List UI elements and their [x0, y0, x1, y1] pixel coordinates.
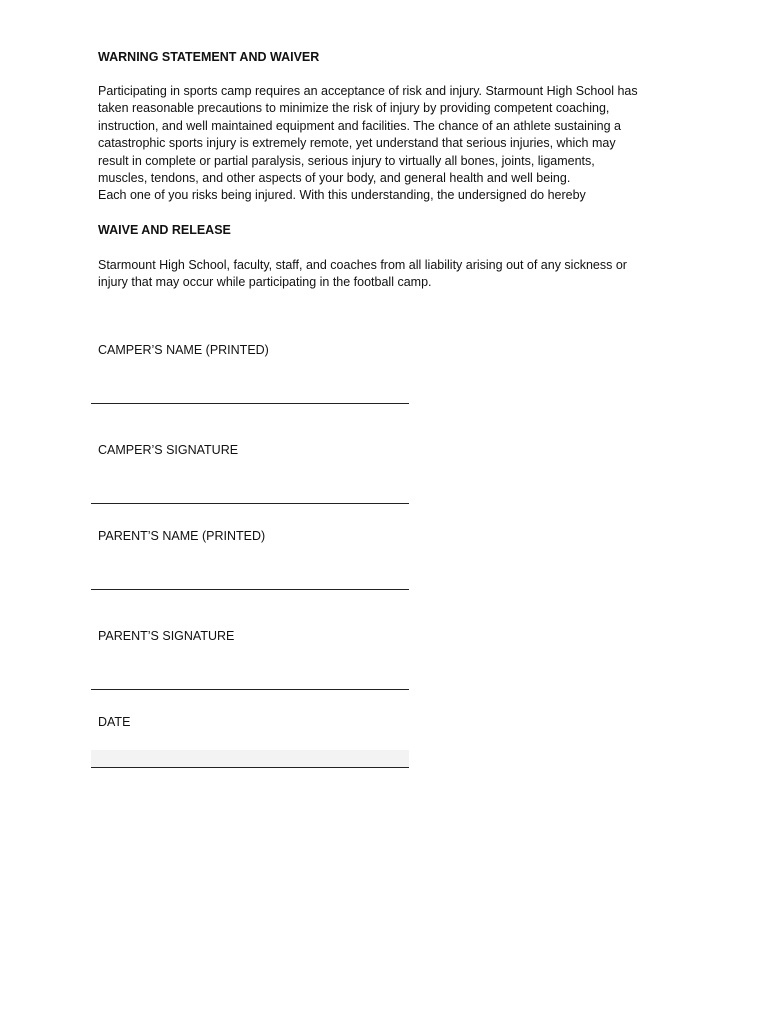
paragraph-line: taken reasonable precautions to minimize the risk of injury by providing competent coaching, [98, 101, 610, 116]
date-field[interactable] [91, 750, 409, 767]
camper-signature-label: CAMPER’S SIGNATURE [98, 443, 239, 457]
paragraph-line: muscles, tendons, and other aspects of your body, and general health and well being. [98, 171, 571, 186]
paragraph-line: Each one of you risks being injured. With this understanding, the undersigned do hereby [98, 188, 586, 203]
date-label: DATE [98, 715, 131, 729]
release-line: Starmount High School, faculty, staff, and coaches from all liability arising out of any sickness or [98, 258, 627, 272]
paragraph-line: Participating in sports camp requires an acceptance of risk and injury. Starmount High School has [98, 84, 638, 98]
waiver-paragraph [98, 83, 658, 205]
paragraph-line: instruction, and well maintained equipment and facilities. The chance of an athlete sustaining a [98, 118, 622, 133]
camper-signature-line[interactable] [91, 503, 409, 504]
date-line[interactable] [91, 767, 409, 768]
release-paragraph [98, 257, 658, 292]
camper-name-label: CAMPER’S NAME (PRINTED) [98, 343, 269, 357]
paragraph-line: result in complete or partial paralysis, serious injury to virtually all bones, joints, ligaments, [98, 153, 595, 168]
camper-name-line[interactable] [91, 403, 409, 404]
document-heading: WARNING STATEMENT AND WAIVER [98, 50, 320, 64]
parent-name-line[interactable] [91, 589, 409, 590]
parent-signature-label: PARENT’S SIGNATURE [98, 629, 235, 643]
release-heading: WAIVE AND RELEASE [98, 223, 231, 237]
parent-signature-line[interactable] [91, 689, 409, 690]
parent-name-label: PARENT’S NAME (PRINTED) [98, 529, 266, 543]
paragraph-line: catastrophic sports injury is extremely remote, yet understand that serious injuries, which may [98, 136, 616, 151]
release-line: injury that may occur while participating in the football camp. [98, 275, 432, 290]
